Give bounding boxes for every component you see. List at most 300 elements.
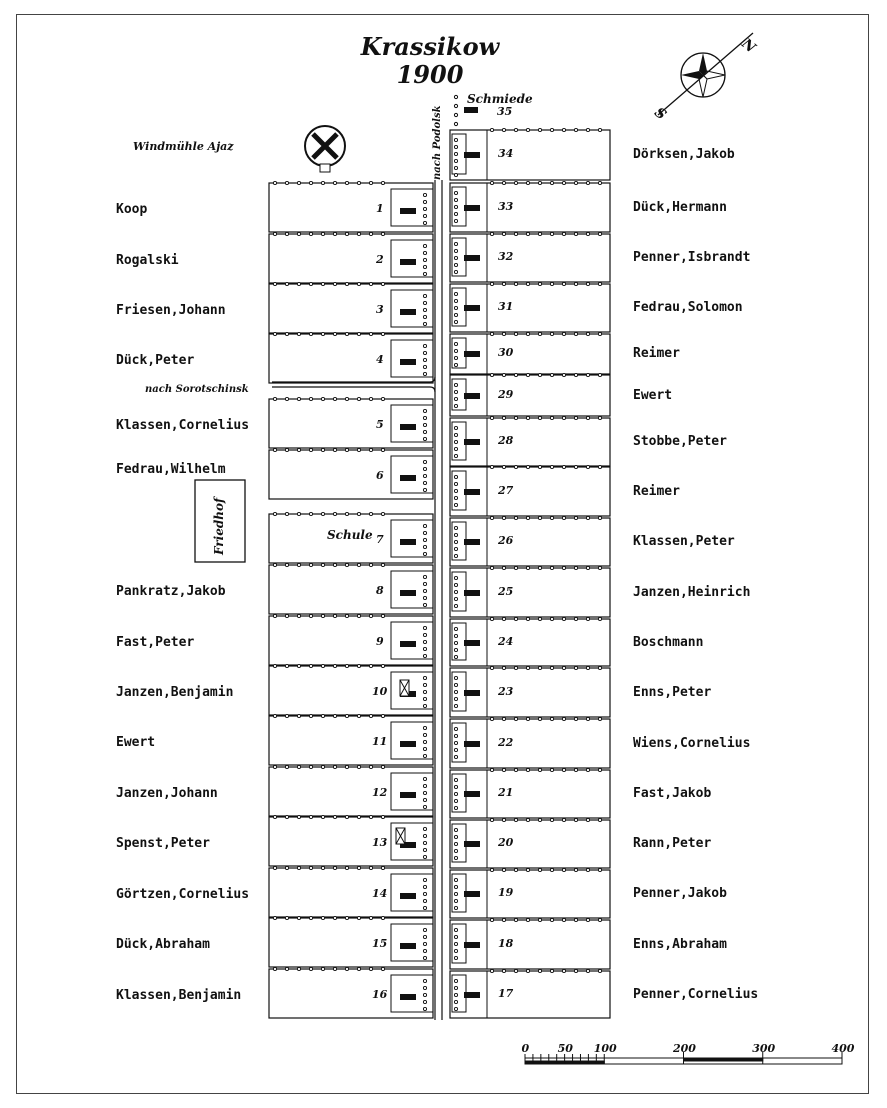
west-owner-name: Görtzen,Cornelius: [116, 887, 250, 902]
fence-post: [598, 818, 601, 821]
fence-post: [454, 734, 457, 737]
fence-post: [454, 306, 457, 309]
fence-post: [273, 866, 276, 869]
windmill-label: Windmühle Ajaz: [133, 140, 234, 153]
house-icon: [400, 359, 416, 365]
fence-post: [357, 181, 360, 184]
house-icon: [464, 439, 480, 445]
east-owner-name: Reimer: [633, 346, 680, 361]
fence-post: [321, 282, 324, 285]
fence-post: [586, 617, 589, 620]
fence-post: [423, 979, 426, 982]
east-lot-number: 28: [498, 434, 514, 447]
fence-post: [454, 320, 457, 323]
fence-post: [423, 351, 426, 354]
fence-post: [586, 768, 589, 771]
fence-post: [345, 512, 348, 515]
fence-post: [381, 765, 384, 768]
fence-post: [490, 416, 493, 419]
west-lot-number: 1: [376, 202, 384, 215]
fence-post: [381, 181, 384, 184]
fence-post: [454, 489, 457, 492]
west-lot-number: 9: [376, 635, 384, 648]
fence-post: [423, 986, 426, 989]
cemetery-label: Friedhof: [212, 497, 226, 555]
fence-post: [538, 918, 541, 921]
west-owner-name: Fast,Peter: [116, 635, 195, 650]
scale-tick-label: 300: [752, 1042, 776, 1055]
fence-post: [454, 604, 457, 607]
fence-post: [297, 664, 300, 667]
fence-post: [357, 714, 360, 717]
fence-post: [454, 533, 457, 536]
fence-post: [345, 563, 348, 566]
fence-post: [538, 566, 541, 569]
east-owner-name: Penner,Isbrandt: [633, 250, 751, 265]
road-west-label: nach Sorotschinsk: [145, 384, 249, 395]
east-owner-name: Klassen,Peter: [633, 534, 735, 549]
fence-post: [514, 332, 517, 335]
fence-post: [502, 868, 505, 871]
fence-post: [423, 315, 426, 318]
fence-post: [574, 332, 577, 335]
fence-post: [586, 465, 589, 468]
fence-post: [538, 617, 541, 620]
fence-post: [381, 448, 384, 451]
west-lot-number: 11: [372, 735, 388, 748]
fence-post: [586, 818, 589, 821]
west-owner-name: Friesen,Johann: [116, 303, 226, 318]
fence-post: [357, 332, 360, 335]
fence-post: [423, 200, 426, 203]
fence-post: [586, 918, 589, 921]
house-icon: [400, 741, 416, 747]
east-lot-number: 29: [498, 388, 514, 401]
fence-post: [454, 835, 457, 838]
fence-post: [514, 818, 517, 821]
fence-post: [586, 373, 589, 376]
fence-post: [598, 128, 601, 131]
fence-post: [502, 768, 505, 771]
west-lot: [269, 284, 433, 333]
fence-post: [502, 717, 505, 720]
fence-post: [454, 440, 457, 443]
scale-tick-label: 400: [831, 1042, 855, 1055]
fence-post: [357, 866, 360, 869]
fence-post: [598, 717, 601, 720]
fence-post: [454, 249, 457, 252]
fence-post: [423, 423, 426, 426]
fence-post: [454, 526, 457, 529]
scale-tick-label: 0: [521, 1042, 530, 1055]
east-lot-number: 31: [498, 300, 514, 313]
fence-post: [369, 714, 372, 717]
west-owner-name: Ewert: [116, 735, 156, 750]
fence-post: [454, 159, 457, 162]
fence-post: [454, 313, 457, 316]
fence-post: [423, 214, 426, 217]
west-lot: [269, 450, 433, 499]
house-icon: [464, 393, 480, 399]
east-owner-name: Boschmann: [633, 635, 704, 650]
compass-north-label: N: [738, 35, 759, 57]
fence-post: [562, 332, 565, 335]
fence-post: [454, 397, 457, 400]
fence-post: [273, 714, 276, 717]
fence-post: [586, 969, 589, 972]
fence-post: [586, 282, 589, 285]
fence-post: [574, 868, 577, 871]
fence-post: [454, 704, 457, 707]
fence-post: [381, 512, 384, 515]
fence-post: [562, 416, 565, 419]
fence-post: [357, 563, 360, 566]
fence-post: [321, 332, 324, 335]
fence-post: [297, 916, 300, 919]
fence-post: [586, 416, 589, 419]
fence-post: [538, 768, 541, 771]
fence-post: [369, 967, 372, 970]
fence-post: [381, 282, 384, 285]
west-lot-number: 16: [372, 988, 388, 1001]
east-lot-number: 18: [498, 937, 514, 950]
fence-post: [423, 596, 426, 599]
fence-post: [423, 322, 426, 325]
fence-post: [285, 512, 288, 515]
fence-post: [598, 617, 601, 620]
fence-post: [423, 416, 426, 419]
compass-south-label: S: [651, 104, 670, 124]
fence-post: [423, 899, 426, 902]
fence-post: [285, 866, 288, 869]
house-icon: [464, 590, 480, 596]
fence-post: [423, 777, 426, 780]
fence-post: [574, 516, 577, 519]
fence-post: [454, 496, 457, 499]
fence-post: [454, 748, 457, 751]
house-icon: [464, 690, 480, 696]
fence-post: [538, 416, 541, 419]
fence-post: [562, 768, 565, 771]
fence-post: [423, 697, 426, 700]
fence-post: [538, 666, 541, 669]
fence-post: [586, 516, 589, 519]
fence-post: [369, 232, 372, 235]
west-owner-name: Janzen,Johann: [116, 786, 218, 801]
fence-post: [309, 765, 312, 768]
house-icon: [400, 208, 416, 214]
fence-post: [598, 768, 601, 771]
fence-post: [321, 765, 324, 768]
house-icon: [400, 259, 416, 265]
fence-post: [598, 232, 601, 235]
fence-post: [321, 916, 324, 919]
house-icon: [464, 791, 480, 797]
fence-post: [321, 866, 324, 869]
east-lot-number: 17: [498, 987, 514, 1000]
fence-post: [586, 566, 589, 569]
fence-post: [273, 563, 276, 566]
fence-post: [514, 969, 517, 972]
windmill-icon: [305, 126, 345, 172]
fence-post: [550, 969, 553, 972]
east-owner-name: Dück,Hermann: [633, 200, 727, 215]
fence-post: [423, 834, 426, 837]
fence-post: [333, 614, 336, 617]
fence-post: [357, 815, 360, 818]
fence-post: [369, 332, 372, 335]
fence-post: [423, 372, 426, 375]
fence-post: [333, 967, 336, 970]
west-lot: [269, 616, 433, 665]
fence-post: [454, 942, 457, 945]
east-lot-number: 25: [498, 585, 514, 598]
west-lot-number: 3: [376, 303, 384, 316]
fence-post: [357, 232, 360, 235]
fence-post: [586, 717, 589, 720]
fence-post: [297, 815, 300, 818]
fence-post: [490, 969, 493, 972]
fence-post: [285, 967, 288, 970]
fence-post: [273, 332, 276, 335]
house-icon: [400, 424, 416, 430]
fence-post: [345, 282, 348, 285]
fence-post: [369, 614, 372, 617]
fence-post: [454, 892, 457, 895]
house-icon: [464, 305, 480, 311]
fence-post: [454, 979, 457, 982]
fence-post: [454, 935, 457, 938]
fence-post: [454, 690, 457, 693]
fence-post: [454, 583, 457, 586]
fence-post: [526, 416, 529, 419]
fence-post: [423, 885, 426, 888]
fence-post: [309, 282, 312, 285]
fence-post: [586, 332, 589, 335]
fence-post: [574, 465, 577, 468]
fence-post: [454, 986, 457, 989]
fence-post: [423, 538, 426, 541]
fence-post: [423, 258, 426, 261]
fence-post: [285, 916, 288, 919]
east-lot-number: 23: [498, 685, 514, 698]
fence-post: [526, 465, 529, 468]
fence-post: [423, 733, 426, 736]
fence-post: [550, 465, 553, 468]
fence-post: [369, 664, 372, 667]
fence-post: [574, 666, 577, 669]
west-owner-name: Koop: [116, 202, 148, 217]
fence-post: [454, 856, 457, 859]
fence-post: [285, 664, 288, 667]
fence-post: [526, 128, 529, 131]
fence-post: [490, 717, 493, 720]
west-lot: [269, 918, 433, 967]
fence-post: [297, 282, 300, 285]
fence-post: [586, 666, 589, 669]
west-lot-number: 13: [372, 836, 388, 849]
fence-post: [423, 942, 426, 945]
fence-post: [309, 815, 312, 818]
east-owner-name: Wiens,Cornelius: [633, 736, 751, 751]
fence-post: [423, 474, 426, 477]
fence-post: [357, 614, 360, 617]
house-icon: [464, 255, 480, 261]
fence-post: [369, 181, 372, 184]
east-lot-number: 27: [498, 484, 514, 497]
fence-post: [454, 191, 457, 194]
fence-post: [550, 868, 553, 871]
fence-post: [285, 282, 288, 285]
fence-post: [423, 754, 426, 757]
scale-tick-label: 200: [673, 1042, 696, 1055]
fence-post: [381, 815, 384, 818]
fence-post: [490, 128, 493, 131]
fence-post: [357, 282, 360, 285]
fence-post: [526, 768, 529, 771]
fence-post: [369, 512, 372, 515]
fence-post: [423, 358, 426, 361]
fence-post: [381, 916, 384, 919]
fence-post: [297, 563, 300, 566]
fence-post: [454, 806, 457, 809]
fence-post: [273, 614, 276, 617]
fence-post: [574, 282, 577, 285]
fence-post: [490, 768, 493, 771]
fence-post: [562, 717, 565, 720]
fence-post: [369, 397, 372, 400]
west-lot: [269, 183, 433, 232]
fence-post: [345, 815, 348, 818]
fence-post: [454, 349, 457, 352]
fence-post: [514, 617, 517, 620]
fence-post: [297, 232, 300, 235]
fence-post: [297, 714, 300, 717]
fence-post: [550, 181, 553, 184]
fence-post: [309, 614, 312, 617]
fence-post: [598, 332, 601, 335]
fence-post: [285, 815, 288, 818]
fence-post: [273, 397, 276, 400]
fence-post: [381, 563, 384, 566]
west-owner-name: Spenst,Peter: [116, 836, 210, 851]
fence-post: [273, 967, 276, 970]
fence-post: [423, 626, 426, 629]
fence-post: [297, 866, 300, 869]
fence-post: [454, 899, 457, 902]
house-icon: [464, 205, 480, 211]
fence-post: [423, 690, 426, 693]
fence-post: [345, 866, 348, 869]
house-icon: [464, 741, 480, 747]
fence-post: [423, 193, 426, 196]
west-owner-name: Janzen,Benjamin: [116, 685, 234, 700]
fence-post: [333, 332, 336, 335]
fence-post: [333, 282, 336, 285]
fence-post: [423, 676, 426, 679]
fence-post: [454, 540, 457, 543]
east-lot-number: 34: [498, 147, 514, 160]
fence-post: [309, 232, 312, 235]
fence-post: [574, 232, 577, 235]
fence-post: [321, 614, 324, 617]
fence-post: [309, 967, 312, 970]
fence-post: [423, 437, 426, 440]
east-lot-number: 24: [498, 635, 514, 648]
house-icon: [464, 640, 480, 646]
fence-post: [345, 916, 348, 919]
fence-post: [423, 244, 426, 247]
fence-post: [309, 714, 312, 717]
fence-post: [526, 717, 529, 720]
fence-post: [490, 332, 493, 335]
fence-post: [357, 967, 360, 970]
fence-post: [598, 181, 601, 184]
fence-post: [423, 344, 426, 347]
fence-post: [309, 181, 312, 184]
fence-post: [598, 516, 601, 519]
fence-post: [423, 545, 426, 548]
fence-post: [369, 563, 372, 566]
fence-post: [333, 714, 336, 717]
west-owner-name: Rogalski: [116, 253, 179, 268]
fence-post: [454, 792, 457, 795]
fence-post: [423, 683, 426, 686]
fence-post: [526, 516, 529, 519]
smithy-lot-number: 35: [497, 105, 513, 118]
fence-post: [423, 272, 426, 275]
fence-post: [345, 448, 348, 451]
fence-post: [321, 397, 324, 400]
fence-post: [309, 397, 312, 400]
fence-post: [333, 232, 336, 235]
fence-post: [454, 655, 457, 658]
fence-post: [562, 566, 565, 569]
fence-post: [550, 282, 553, 285]
fence-post: [490, 566, 493, 569]
fence-post: [550, 416, 553, 419]
fence-post: [357, 397, 360, 400]
fence-post: [423, 654, 426, 657]
fence-post: [423, 726, 426, 729]
fence-post: [454, 173, 457, 176]
fence-post: [454, 390, 457, 393]
fence-post: [333, 765, 336, 768]
fence-post: [454, 104, 457, 107]
fence-post: [454, 1007, 457, 1010]
fence-post: [490, 617, 493, 620]
fence-post: [423, 993, 426, 996]
fence-post: [423, 575, 426, 578]
fence-post: [514, 918, 517, 921]
fence-post: [454, 475, 457, 478]
fence-post: [454, 597, 457, 600]
fence-post: [345, 181, 348, 184]
fence-post: [490, 516, 493, 519]
road-north-label: nach Podolsk: [432, 105, 443, 180]
scale-bar-fill: [684, 1058, 763, 1061]
fence-post: [598, 666, 601, 669]
fence-post: [454, 683, 457, 686]
fence-post: [454, 404, 457, 407]
fence-post: [454, 205, 457, 208]
fence-post: [598, 416, 601, 419]
fence-post: [490, 465, 493, 468]
west-lot: [269, 868, 433, 917]
fence-post: [514, 465, 517, 468]
fence-post: [423, 784, 426, 787]
fence-post: [550, 128, 553, 131]
